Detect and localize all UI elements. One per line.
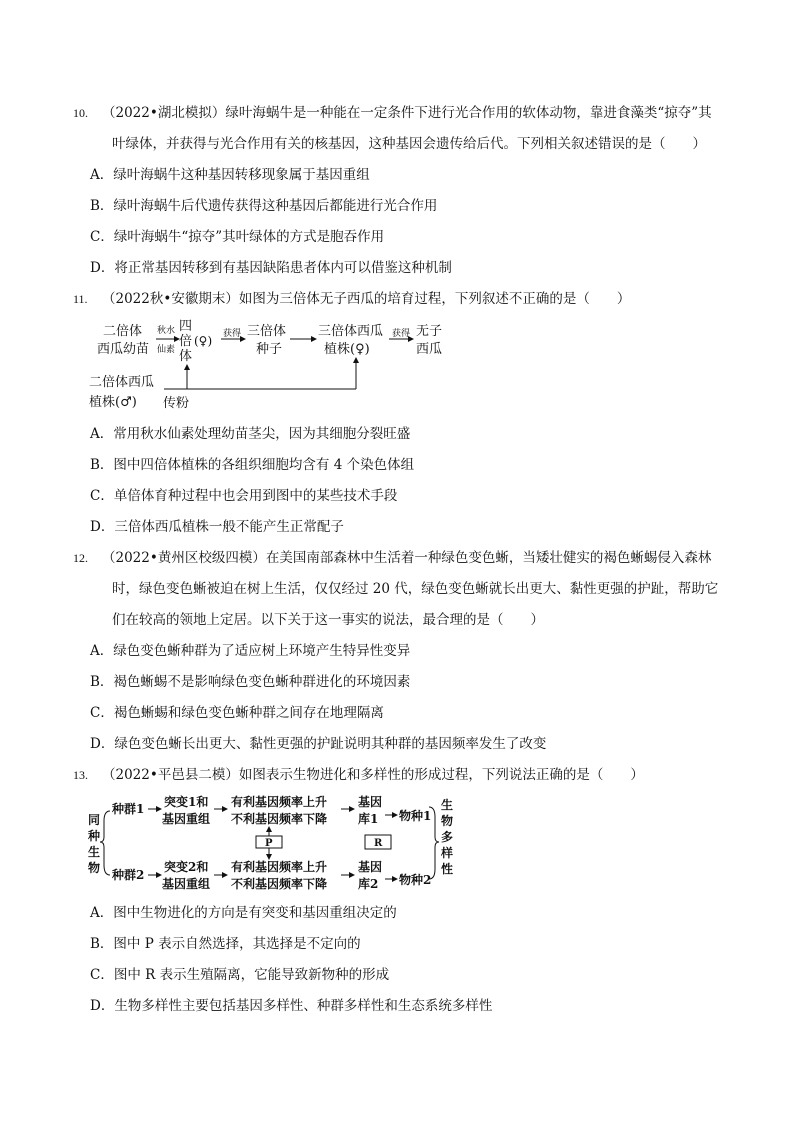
tetraploid-label-2: 倍 [179, 334, 193, 349]
question-12-option-a: A．绿色变色蜥种群为了适应树上环境产生特异性变异 [90, 643, 411, 659]
r-box-label: R [374, 838, 383, 849]
diploid-plant-label-2: 植株(♂) [89, 395, 137, 410]
diploid-seedling-label-2: 西瓜幼苗 [97, 342, 150, 357]
biodiversity-label-1: 生 [441, 798, 454, 812]
same-species-label-4: 物 [88, 861, 101, 875]
tetraploid-female-mark: (♀) [194, 334, 213, 348]
question-12-stem-line-3: 们在较高的领地上定居。以下关于这一事实的说法，最合理的是（ ） [112, 612, 544, 628]
biodiversity-label-3: 多 [441, 830, 454, 844]
question-13-number: 13. [73, 768, 88, 782]
question-12-option-d: D．绿色变色蜥长出更大、黏性更强的护趾说明其种群的基因频率发生了改变 [90, 736, 547, 752]
mutation-2-label-2: 基因重组 [162, 877, 211, 891]
triploid-seed-label-1: 三倍体 [247, 324, 287, 339]
same-species-label-2: 种 [88, 829, 101, 843]
triploid-plant-label-1: 三倍体西瓜 [318, 324, 384, 339]
left-brace [100, 811, 110, 875]
triploid-plant-label-2: 植株(♀) [324, 342, 370, 357]
question-13-option-c: C．图中 R 表示生殖隔离，它能导致新物种的形成 [90, 967, 390, 983]
population-1-label: 种群1 [112, 802, 145, 816]
diploid-seedling-label-1: 二倍体 [103, 324, 143, 339]
species-2-label: 物种2 [399, 873, 432, 887]
evolution-diversity-diagram [86, 793, 458, 891]
watermelon-breeding-diagram [80, 318, 460, 414]
question-12-stem-line-2: 时，绿色变色蜥被迫在树上生活，仅仅经过 20 代，绿色变色蜥就长出更大、黏性更强的护趾，帮助它 [112, 581, 719, 597]
colchicine-label-2: 仙素 [157, 345, 176, 355]
seedless-label-1: 无子 [416, 324, 443, 339]
question-12-option-c: C．褐色蜥蜴和绿色变色蜥种群之间存在地理隔离 [90, 705, 384, 721]
mutation-1-label-2: 基因重组 [162, 812, 211, 826]
question-11-number: 11. [73, 292, 88, 306]
obtain-label-2: 获得 [392, 329, 411, 339]
question-10-number: 10. [73, 106, 88, 120]
question-11-option-d: D．三倍体西瓜植株一般不能产生正常配子 [90, 519, 344, 535]
question-13-option-a: A．图中生物进化的方向是有突变和基因重组决定的 [90, 905, 397, 921]
species-1-label: 物种1 [399, 809, 432, 823]
gene-pool-2-label-2: 库2 [358, 877, 379, 891]
question-11-stem-line-1: （2022秋•安徽期末）如图为三倍体无子西瓜的培育过程，下列叙述不正确的是（ ） [102, 291, 631, 307]
population-2-label: 种群2 [112, 868, 145, 882]
seedless-label-2: 西瓜 [416, 342, 443, 357]
question-10-stem-line-1: （2022•湖北模拟）绿叶海蜗牛是一种能在一定条件下进行光合作用的软体动物，靠进食藻类“掠夺”其 [102, 105, 712, 121]
question-12-stem-line-1: （2022•黄州区校级四模）在美国南部森林中生活着一种绿色变色蜥，当矮壮健实的褐色蜥蜴侵入森林 [102, 550, 712, 566]
question-10-option-a: A．绿叶海蜗牛这种基因转移现象属于基因重组 [90, 167, 370, 183]
biodiversity-label-2: 物 [441, 814, 454, 828]
pollination-label: 传粉 [163, 396, 190, 411]
mutation-2-label-1: 突变2和 [164, 860, 209, 874]
question-13-stem-line-1: （2022•平邑县二模）如图表示生物进化和多样性的形成过程，下列说法正确的是（ ） [102, 767, 644, 783]
question-12-number: 12. [73, 551, 88, 565]
gene-pool-2-label-1: 基因 [358, 860, 383, 874]
question-10-option-b: B．绿叶海蜗牛后代遗传获得这种基因后都能进行光合作用 [90, 198, 438, 214]
question-13-option-b: B．图中 P 表示自然选择，其选择是不定向的 [90, 936, 361, 952]
same-species-label-3: 生 [88, 845, 101, 859]
gene-pool-1-label-1: 基因 [358, 795, 383, 809]
question-10-option-d: D．将正常基因转移到有基因缺陷患者体内可以借鉴这种机制 [90, 260, 452, 276]
question-11-option-a: A．常用秋水仙素处理幼苗茎尖，因为其细胞分裂旺盛 [90, 426, 411, 442]
diploid-plant-label-1: 二倍体西瓜 [89, 375, 155, 390]
triploid-seed-label-2: 种子 [256, 342, 283, 357]
question-11-option-c: C．单倍体育种过程中也会用到图中的某些技术手段 [90, 488, 398, 504]
biodiversity-label-5: 性 [441, 862, 454, 876]
question-10-stem-line-2: 叶绿体，并获得与光合作用有关的核基因，这种基因会遗传给后代。下列相关叙述错误的是（ ） [112, 136, 706, 152]
tetraploid-label-3: 体 [179, 349, 193, 364]
question-10-option-c: C．绿叶海蜗牛“掠夺”其叶绿体的方式是胞吞作用 [90, 229, 385, 245]
p-box-label: P [265, 838, 273, 849]
gene-pool-1-label-2: 库1 [358, 812, 379, 826]
question-11-option-b: B．图中四倍体植株的各组织细胞均含有 4 个染色体组 [90, 457, 415, 473]
obtain-label-1: 获得 [223, 329, 242, 339]
question-12-option-b: B．褐色蜥蜴不是影响绿色变色蜥种群进化的环境因素 [90, 674, 411, 690]
biodiversity-label-4: 样 [441, 846, 454, 860]
tetraploid-label-1: 四 [179, 319, 193, 334]
question-13-option-d: D．生物多样性主要包括基因多样性、种群多样性和生态系统多样性 [90, 998, 493, 1014]
colchicine-label-1: 秋水 [157, 326, 176, 336]
mutation-1-label-1: 突变1和 [164, 795, 209, 809]
favorable-freq-up-1: 有利基因频率上升 [231, 795, 328, 809]
unfavorable-freq-down-1: 不利基因频率下降 [231, 812, 328, 826]
favorable-freq-up-2: 有利基因频率上升 [231, 860, 328, 874]
unfavorable-freq-down-2: 不利基因频率下降 [231, 877, 328, 891]
same-species-label-1: 同 [88, 813, 101, 827]
